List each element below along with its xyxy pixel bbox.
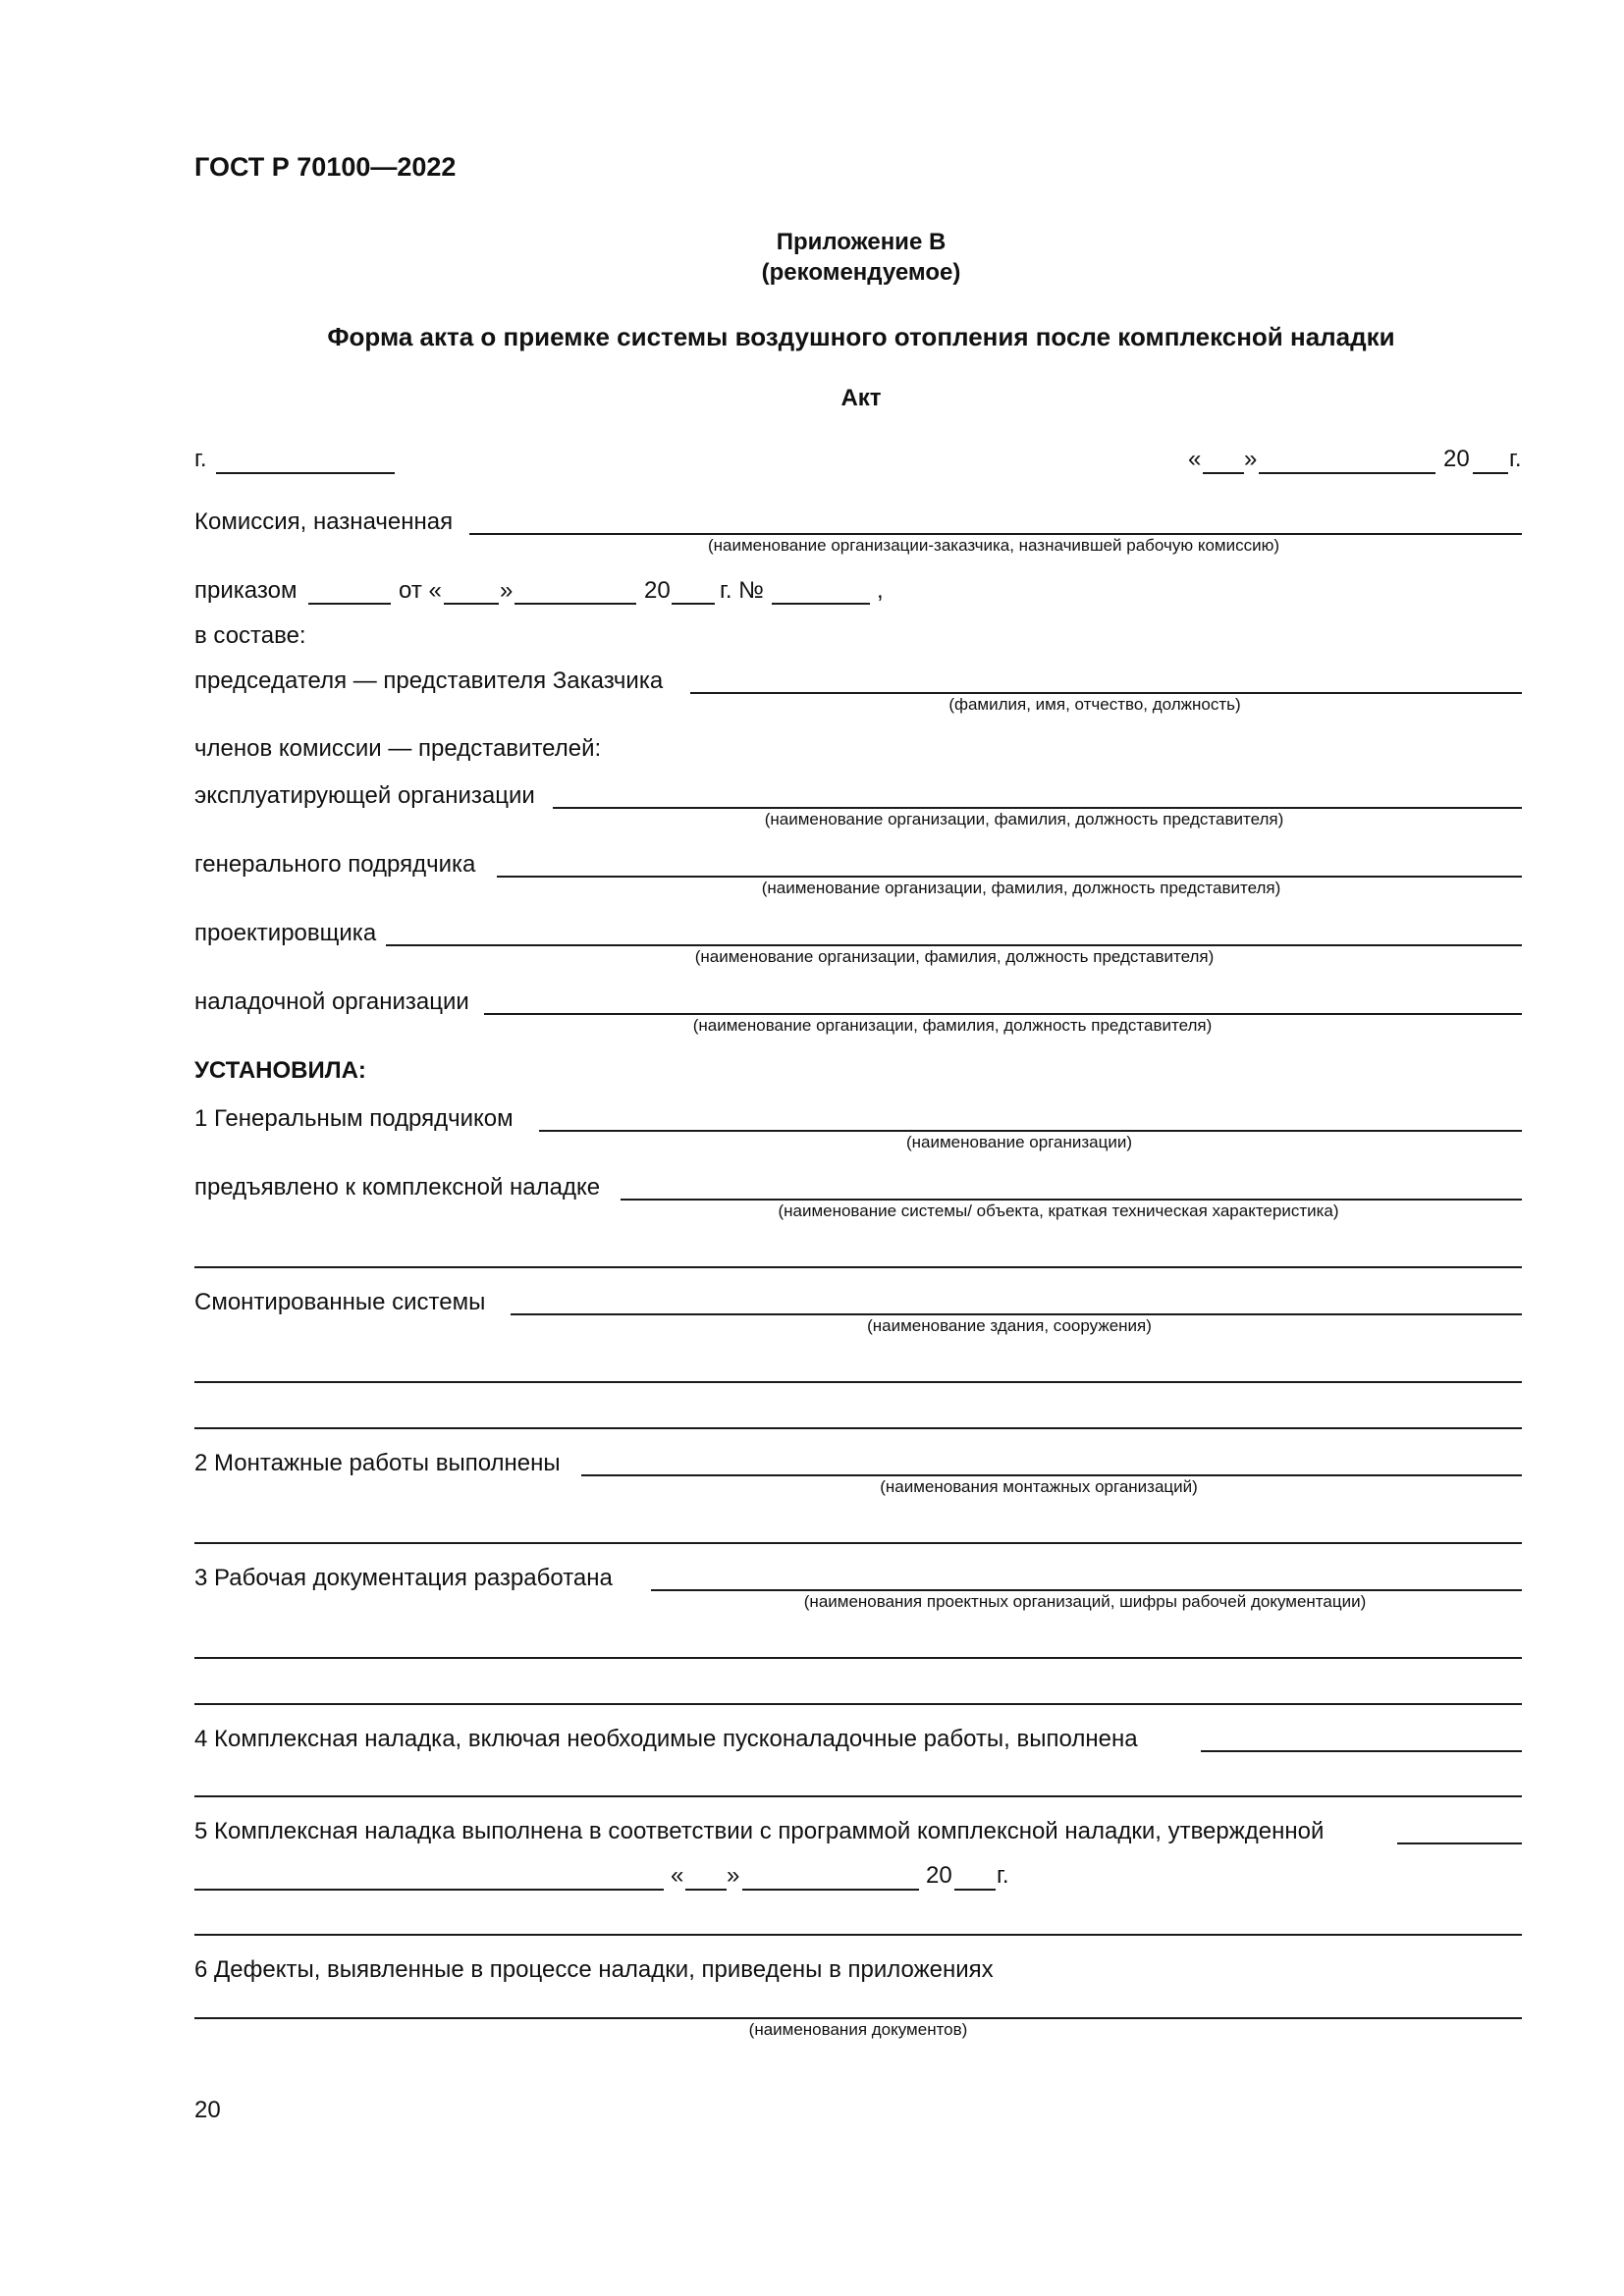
date-quote-close: » xyxy=(1244,446,1258,472)
item3-field-2[interactable] xyxy=(194,1657,1522,1659)
item5-year-prefix: 20 xyxy=(926,1862,952,1889)
presented-field-2[interactable] xyxy=(194,1266,1522,1268)
item4-field[interactable] xyxy=(1201,1750,1522,1752)
presented-label: предъявлено к комплексной наладке xyxy=(194,1174,601,1201)
order-prefix: приказом xyxy=(194,577,298,604)
presented-field[interactable] xyxy=(621,1199,1522,1201)
order-number-field[interactable] xyxy=(772,603,870,605)
item5-quote-close: » xyxy=(727,1862,740,1889)
item3-field[interactable] xyxy=(651,1589,1522,1591)
order-day-field[interactable] xyxy=(444,603,499,605)
commissioning-org-field[interactable] xyxy=(484,1013,1522,1015)
act-title: Акт xyxy=(840,385,882,411)
item3-field-3[interactable] xyxy=(194,1703,1522,1705)
commission-label: Комиссия, назначенная xyxy=(194,508,454,535)
item5-approver-field[interactable] xyxy=(194,1889,664,1891)
date-year-field[interactable] xyxy=(1473,472,1508,474)
members-label: членов комиссии — представителей: xyxy=(194,735,602,762)
city-prefix: г. xyxy=(194,446,207,472)
order-comma: , xyxy=(877,577,884,604)
item5-field-2[interactable] xyxy=(194,1934,1522,1936)
item6-field[interactable] xyxy=(194,2017,1522,2019)
item2-label: 2 Монтажные работы выполнены xyxy=(194,1450,561,1476)
chairman-label: председателя — представителя Заказчика xyxy=(194,667,664,694)
standard-code: ГОСТ Р 70100—2022 xyxy=(194,152,457,182)
item4-label: 4 Комплексная наладка, включая необходимые пусконаладочные работы, выполнена xyxy=(194,1726,1138,1752)
date-year-prefix: 20 xyxy=(1443,446,1470,472)
form-title: Форма акта о приемке системы воздушного отопления после комплексной наладки xyxy=(327,322,1395,351)
date-day-field[interactable] xyxy=(1203,472,1244,474)
item5-month-field[interactable] xyxy=(742,1889,919,1891)
date-month-field[interactable] xyxy=(1259,472,1435,474)
mounted-field-2[interactable] xyxy=(194,1381,1522,1383)
general-contractor-caption: (наименование организации, фамилия, должность представителя) xyxy=(761,879,1281,897)
operating-org-caption: (наименование организации, фамилия, должность представителя) xyxy=(764,810,1284,828)
appendix-title: Приложение В xyxy=(776,229,947,255)
mounted-caption: (наименование здания, сооружения) xyxy=(867,1316,1152,1335)
order-quote-close: » xyxy=(500,577,514,604)
order-field[interactable] xyxy=(308,603,391,605)
item5-label: 5 Комплексная наладка выполнена в соответствии с программой комплексной наладки, утвержденной xyxy=(194,1818,1325,1844)
operating-org-label: эксплуатирующей организации xyxy=(194,782,535,809)
commission-field[interactable] xyxy=(469,533,1522,535)
composition-label: в составе: xyxy=(194,622,306,649)
chairman-field[interactable] xyxy=(690,692,1522,694)
date-quote-open: « xyxy=(1188,446,1202,472)
item1-label: 1 Генеральным подрядчиком xyxy=(194,1105,514,1132)
commissioning-org-caption: (наименование организации, фамилия, должность представителя) xyxy=(692,1016,1213,1035)
item4-field-2[interactable] xyxy=(194,1795,1522,1797)
general-contractor-label: генерального подрядчика xyxy=(194,851,476,878)
page-number: 20 xyxy=(194,2097,221,2123)
item3-caption: (наименования проектных организаций, шифры рабочей документации) xyxy=(803,1592,1367,1611)
city-field[interactable] xyxy=(216,472,395,474)
item5-field[interactable] xyxy=(1397,1842,1522,1844)
operating-org-field[interactable] xyxy=(553,807,1522,809)
item3-label: 3 Рабочая документация разработана xyxy=(194,1565,613,1591)
order-month-field[interactable] xyxy=(514,603,636,605)
item6-label: 6 Дефекты, выявленные в процессе наладки, приведены в приложениях xyxy=(194,1956,994,1983)
established-heading: УСТАНОВИЛА: xyxy=(194,1057,366,1084)
order-number-label: г. № xyxy=(720,577,764,604)
presented-caption: (наименование системы/ объекта, краткая техническая характеристика) xyxy=(778,1201,1339,1220)
item6-caption: (наименования документов) xyxy=(748,2020,968,2039)
mounted-field[interactable] xyxy=(511,1313,1522,1315)
item1-field[interactable] xyxy=(539,1130,1522,1132)
order-year: 20 xyxy=(644,577,671,604)
item2-field[interactable] xyxy=(581,1474,1522,1476)
commission-caption: (наименование организации-заказчика, назначившей рабочую комиссию) xyxy=(707,536,1280,555)
designer-field[interactable] xyxy=(386,944,1522,946)
item1-caption: (наименование организации) xyxy=(905,1133,1133,1151)
date-year-suffix: г. xyxy=(1509,446,1522,472)
item2-field-2[interactable] xyxy=(194,1542,1522,1544)
item5-quote-open: « xyxy=(671,1862,684,1889)
item5-year-suffix: г. xyxy=(997,1862,1009,1889)
general-contractor-field[interactable] xyxy=(497,876,1522,878)
item2-caption: (наименования монтажных организаций) xyxy=(880,1477,1198,1496)
item5-year-field[interactable] xyxy=(954,1889,996,1891)
designer-label: проектировщика xyxy=(194,920,377,946)
designer-caption: (наименование организации, фамилия, должность представителя) xyxy=(694,947,1215,966)
commissioning-org-label: наладочной организации xyxy=(194,988,469,1015)
order-from: от « xyxy=(399,577,442,604)
item5-day-field[interactable] xyxy=(685,1889,727,1891)
mounted-field-3[interactable] xyxy=(194,1427,1522,1429)
mounted-label: Смонтированные системы xyxy=(194,1289,486,1315)
order-year-field[interactable] xyxy=(672,603,715,605)
chairman-caption: (фамилия, имя, отчество, должность) xyxy=(948,695,1241,714)
appendix-type: (рекомендуемое) xyxy=(761,259,961,286)
